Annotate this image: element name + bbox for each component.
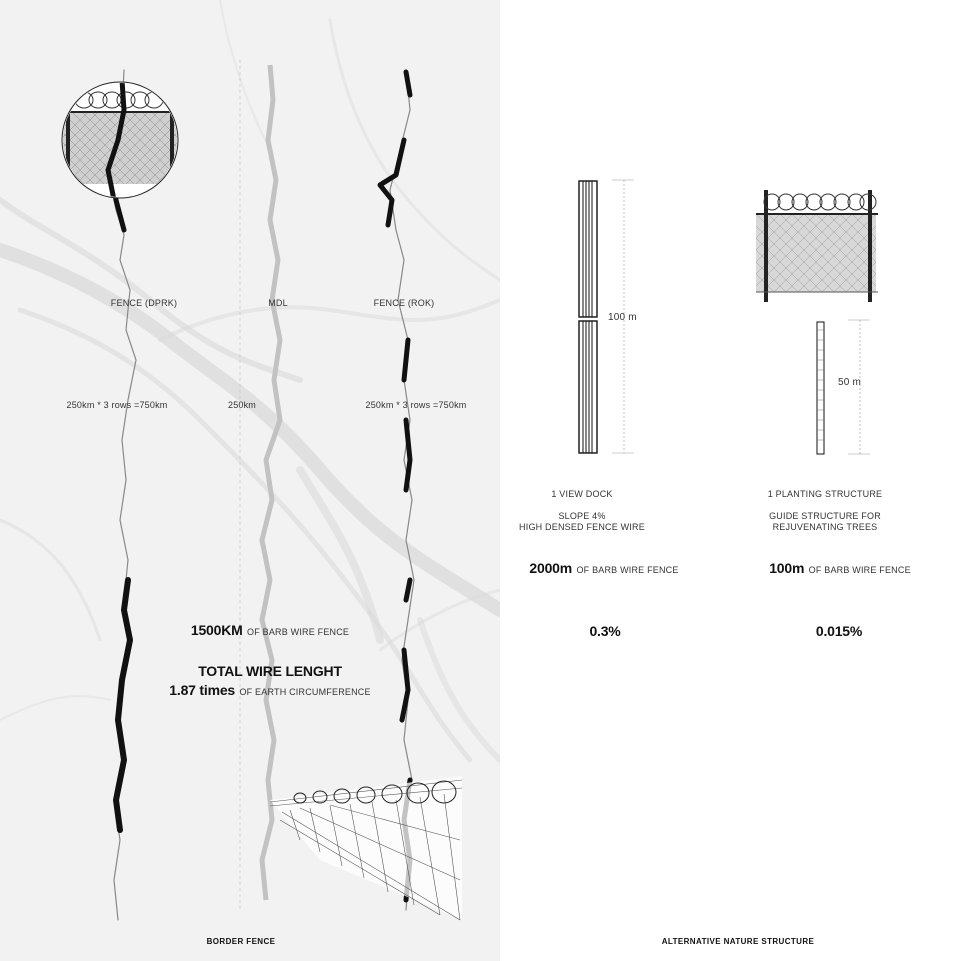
planting-title: 1 PLANTING STRUCTURE xyxy=(767,489,883,499)
dprk-calc-label: 250km * 3 rows =750km xyxy=(66,400,168,410)
view-dock-amount: 2000m xyxy=(529,560,573,576)
view-dock-percent-line xyxy=(589,623,620,641)
total-amount: 1500KM xyxy=(190,622,243,638)
total-amount-suffix: OF BARB WIRE FENCE xyxy=(247,627,350,637)
planting-amount: 100m xyxy=(769,560,805,576)
view-dock-amount-line xyxy=(529,560,678,578)
planting-percent-line xyxy=(816,623,862,641)
planting-percent: 0.015% xyxy=(815,623,863,639)
view-dock-dimension: 100 m xyxy=(608,312,637,323)
mdl-label: MDL xyxy=(268,298,288,308)
view-dock-percent: 0.3% xyxy=(589,623,621,639)
mdl-length-label: 250km xyxy=(227,400,257,410)
earth-ratio: 1.87 times xyxy=(169,682,236,698)
rok-calc-label: 250km * 3 rows =750km xyxy=(365,400,467,410)
alternative-footer: ALTERNATIVE NATURE STRUCTURE xyxy=(661,937,815,946)
border-fence-footer: BORDER FENCE xyxy=(206,937,276,946)
view-dock-desc-2: HIGH DENSED FENCE WIRE xyxy=(519,522,645,532)
view-dock-amount-suffix: OF BARB WIRE FENCE xyxy=(576,565,679,575)
view-dock-desc-1: SLOPE 4% xyxy=(558,511,606,521)
total-heading: TOTAL WIRE LENGHT xyxy=(198,663,342,679)
planting-desc-1: GUIDE STRUCTURE FOR xyxy=(769,511,881,521)
planting-amount-line xyxy=(769,560,911,578)
planting-dimension: 50 m xyxy=(838,377,862,388)
planting-fence-drawing xyxy=(756,190,878,302)
view-dock-title: 1 VIEW DOCK xyxy=(551,489,613,499)
fence-detail-circle xyxy=(62,80,178,200)
perspective-fence xyxy=(270,776,462,920)
alternative-drawings xyxy=(500,0,960,961)
alternative-structure-panel xyxy=(500,0,960,961)
dprk-fence-label: FENCE (DPRK) xyxy=(110,298,178,308)
rok-fence-label: FENCE (ROK) xyxy=(373,298,435,308)
total-amount-line xyxy=(191,622,349,640)
planting-desc-2: REJUVENATING TREES xyxy=(772,522,878,532)
planting-amount-suffix: OF BARB WIRE FENCE xyxy=(808,565,911,575)
total-heading-line xyxy=(198,663,342,681)
earth-ratio-line xyxy=(169,682,370,700)
earth-ratio-suffix: OF EARTH CIRCUMFERENCE xyxy=(239,687,371,697)
